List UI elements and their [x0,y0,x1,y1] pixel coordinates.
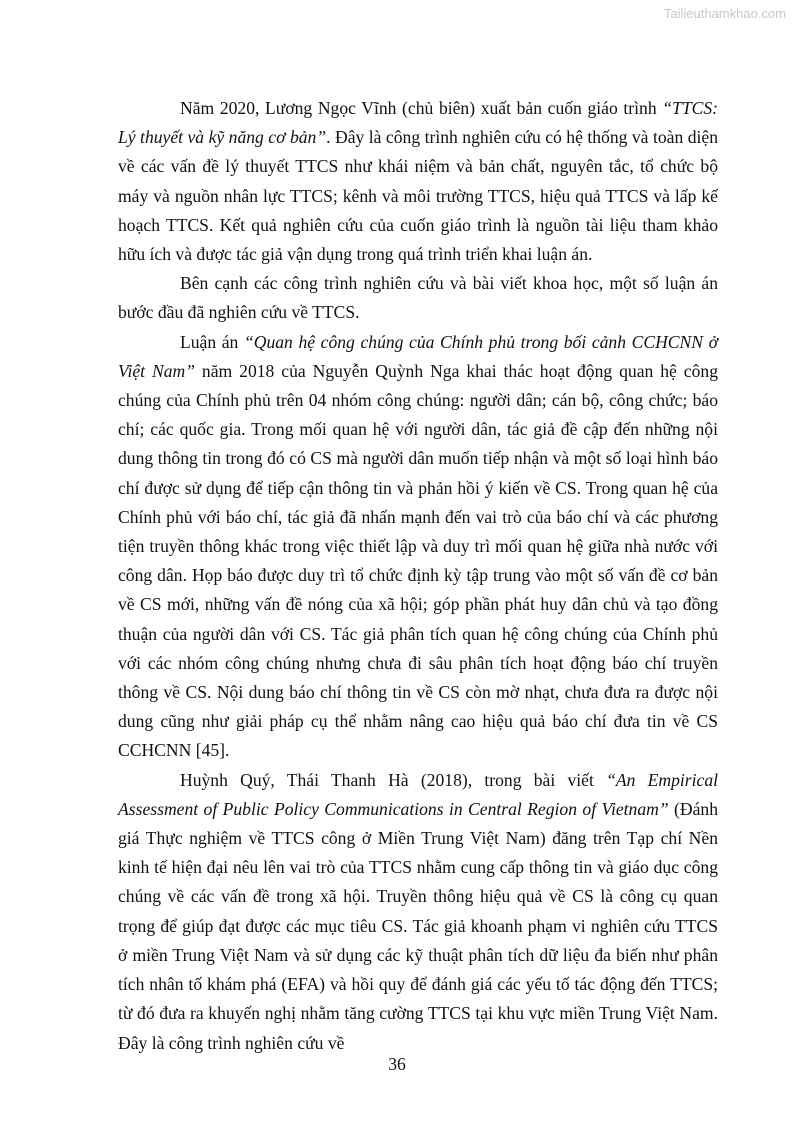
page-body [118,94,718,1058]
paragraph-text: Năm 2020, Lương Ngọc Vĩnh (chủ biên) xuất bản cuốn giáo trình [180,98,663,118]
thesis-title: “Quan hệ công chúng của Chính phủ trong bối cảnh CCHCNN ở Việt Nam” [118,331,718,381]
page-number: 36 [388,1054,406,1074]
paragraph-public-relations-thesis [118,328,718,766]
paragraph-text: Luận án [180,331,244,352]
paragraph-textbook-review [118,94,718,269]
paragraph-empirical-assessment [118,766,718,1058]
article-title: “An Empirical Assessment of Public Policy Communications in Central Region of Vietnam” [118,769,719,819]
paragraph-text: (Đánh giá Thực nghiệm về TTCS công ở Miền Trung Việt Nam) đăng trên Tạp chí Nền kinh tế hiện đại nêu lên vai trò của TTCS nhằm cung cấp thông tin và giáo dục công chúng về các vấn đề trong xã hội. Truyền thông hiệu quả về CS là công cụ quan trọng để giúp đạt được các mục tiêu CS. Tác giả khoanh phạm vi nghiên cứu TTCS ở miền Trung Việt Nam và sử dụng các kỹ thuật phân tích dữ liệu đa biến như phân tích nhân tố khám phá (EFA) và hồi quy để đánh giá các yếu tố tác động đến TTCS; từ đó đưa ra khuyến nghị nhằm tăng cường TTCS tại khu vực miền Trung Việt Nam. Đây là công trình nghiên cứu về [118,798,718,1053]
paragraph-text: Huỳnh Quý, Thái Thanh Hà (2018), trong bài viết [180,769,607,790]
paragraph-dissertations-intro [118,269,718,327]
book-title: “TTCS: Lý thuyết và kỹ năng cơ bản” [118,98,718,148]
paragraph-text: Bên cạnh các công trình nghiên cứu và bài viết khoa học, một số luận án bước đầu đã nghiên cứu về TTCS. [118,273,718,323]
watermark: Tailieuthamkhao.com [663,6,786,21]
paragraph-text: năm 2018 của Nguyễn Quỳnh Nga khai thác hoạt động quan hệ công chúng của Chính phủ trên 04 nhóm công chúng: người dân; cán bộ, công chức; báo chí; các quốc gia. Trong mối quan hệ với người dân, tác giả đề cập đến những nội dung thông tin trong đó có CS mà người dân muốn tiếp nhận và một số loại hình báo chí được sử dụng để tiếp cận thông tin và phản hồi ý kiến về CS. Trong quan hệ của Chính phủ với báo chí, tác giả đã nhấn mạnh đến vai trò của báo chí và các phương tiện truyền thông khác trong việc thiết lập và duy trì mối quan hệ giữa nhà nước với công dân. Họp báo được duy trì tổ chức định kỳ tập trung vào một số vấn đề cơ bản về CS mới, những vấn đề nóng của xã hội; góp phần phát huy dân chủ và tạo đồng thuận của người dân với CS. Tác giả phân tích quan hệ công chúng của Chính phủ với các nhóm công chúng nhưng chưa đi sâu phân tích hoạt động báo chí truyền thông về CS. Nội dung báo chí thông tin về CS còn mờ nhạt, chưa đưa ra được nội dung cũng như giải pháp cụ thể nhằm nâng cao hiệu quả báo chí đưa tin về CS CCHCNN [45]. [118,360,718,761]
paragraph-text: . Đây là công trình nghiên cứu có hệ thống và toàn diện về các vấn đề lý thuyết TTCS như khái niệm và bản chất, nguyên tắc, tổ chức bộ máy và nguồn nhân lực TTCS; kênh và môi trường TTCS, hiệu quả TTCS và lấp kế hoạch TTCS. Kết quả nghiên cứu của cuốn giáo trình là nguồn tài liệu tham khảo hữu ích và được tác giả vận dụng trong quá trình triển khai luận án. [118,127,718,265]
